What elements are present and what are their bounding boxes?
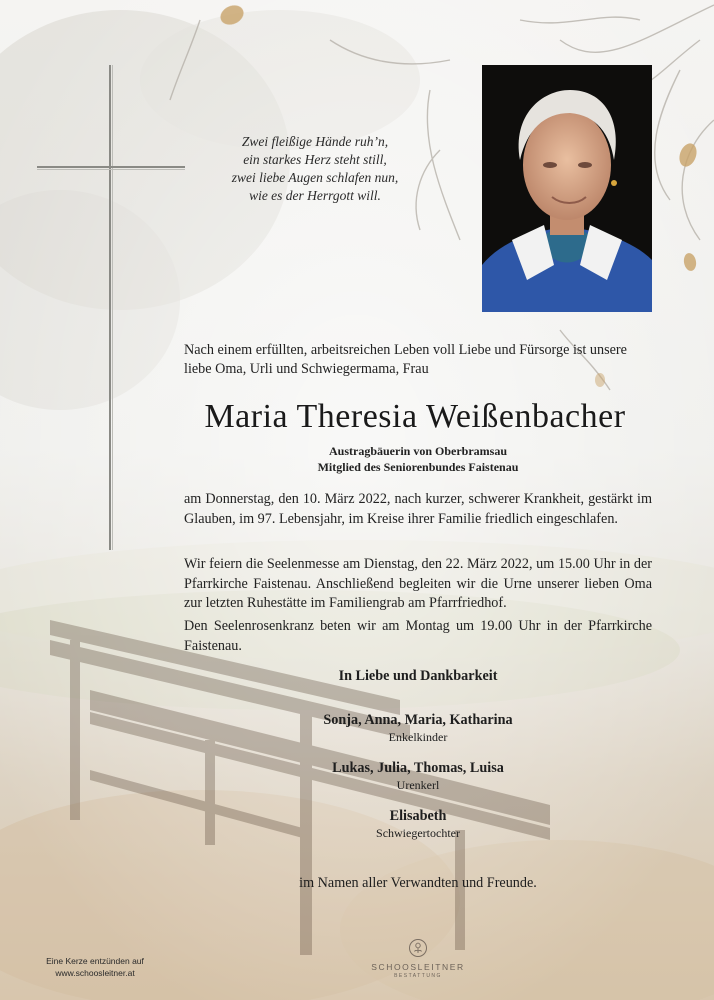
rose-icon (408, 938, 428, 958)
role-line: Mitglied des Seniorenbundes Faistenau (317, 460, 519, 474)
poem-line: zwei liebe Augen schlafen nun, (231, 170, 399, 185)
death-notice-paragraph: am Donnerstag, den 10. März 2022, nach kurzer, schwerer Krankheit, gestärkt im Glauben, im 97. Lebensjahr, im Kreise ihrer Familie friedlich eingeschlafen. (184, 491, 652, 527)
mourner-relation: Enkelkinder (388, 730, 448, 744)
cross-icon (109, 65, 111, 550)
candle-link[interactable] (20, 955, 170, 979)
mourner-relation: Urenkerl (396, 778, 440, 792)
poem-line: wie es der Herrgott will. (249, 188, 381, 203)
thanks-heading: In Liebe und Dankbarkeit (338, 668, 498, 684)
portrait-photo (482, 65, 652, 312)
logo-subtitle: BESTATTUNG (394, 973, 442, 979)
mourner-relation: Schwiegertochter (376, 826, 460, 840)
logo-name: SCHOOSLEITNER (371, 962, 465, 972)
poem-line: ein starkes Herz steht still, (243, 152, 387, 167)
role-line: Austragbäuerin von Oberbramsau (328, 444, 507, 458)
candle-text: Eine Kerze entzünden auf (46, 956, 144, 966)
closing-line: im Namen aller Verwandten und Freunde. (299, 875, 537, 891)
poem-line: Zwei fleißige Hände ruh’n, (241, 134, 389, 149)
mourner-names: Lukas, Julia, Thomas, Luisa (332, 760, 504, 776)
intro-text: Nach einem erfüllten, arbeitsreichen Leben voll Liebe und Fürsorge ist unsere liebe Oma, Urli und Schwiegermama, Frau (184, 342, 627, 377)
mourner-names: Elisabeth (389, 808, 447, 824)
deceased-name: Maria Theresia Weißenbacher (204, 398, 626, 435)
funeral-mass-paragraph: Wir feiern die Seelenmesse am Dienstag, den 22. März 2022, um 15.00 Uhr in der Pfarrkirche Faistenau. Anschließend begleiten wir die Urne unserer lieben Oma zur letzten Ruhestätte im Familiengrab am Pfarrfriedhof. (184, 556, 652, 611)
mourner-names: Sonja, Anna, Maria, Katharina (323, 712, 513, 728)
rosary-paragraph: Den Seelenrosenkranz beten wir am Montag um 19.00 Uhr in der Pfarrkirche Faistenau. (184, 618, 652, 654)
funeral-home-logo (368, 938, 468, 979)
poem (200, 133, 430, 205)
deceased-roles (184, 443, 652, 475)
candle-url[interactable]: www.schoosleitner.at (55, 968, 135, 978)
